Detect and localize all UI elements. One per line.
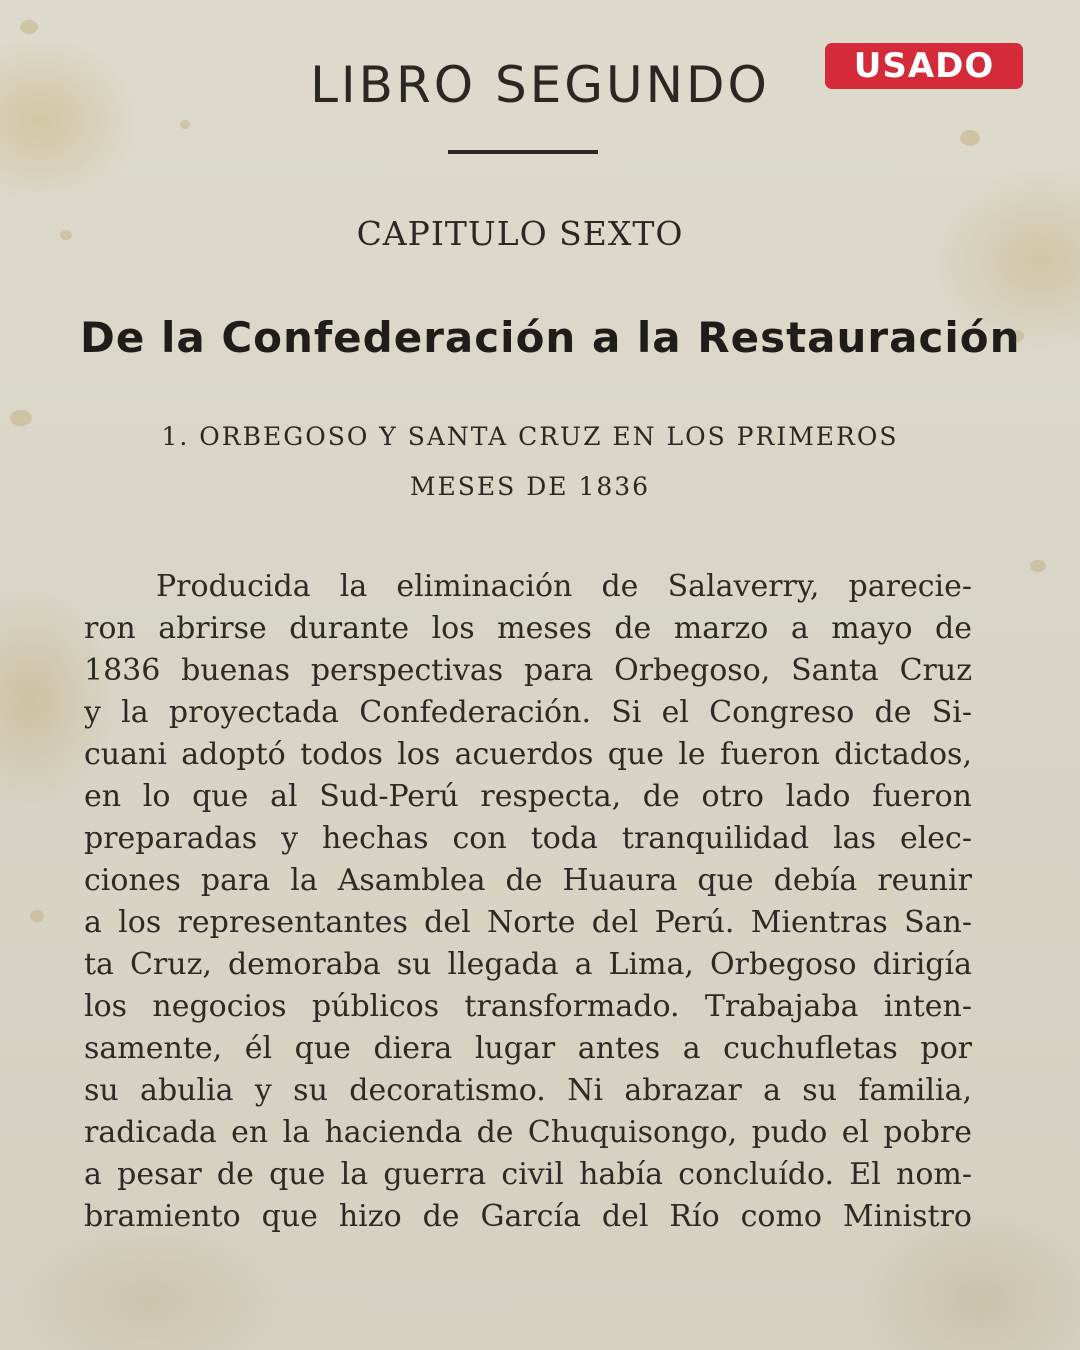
chapter-label: CAPITULO SEXTO: [356, 214, 684, 253]
paper-stain: [30, 910, 44, 922]
book-title: LIBRO SEGUNDO: [310, 56, 770, 114]
body-line: ta Cruz, demoraba su llegada a Lima, Orbegoso dirigía: [84, 947, 972, 982]
body-line: ron abrirse durante los meses de marzo a mayo de: [84, 611, 972, 646]
section-heading-line-1: 1. ORBEGOSO Y SANTA CRUZ EN LOS PRIMEROS: [161, 422, 899, 451]
paper-stain: [10, 410, 32, 426]
body-line: radicada en la hacienda de Chuquisongo, pudo el pobre: [84, 1115, 972, 1150]
body-line: los negocios públicos transformado. Trabajaba inten-: [84, 989, 972, 1024]
paper-stain: [20, 20, 38, 34]
body-line: ciones para la Asamblea de Huaura que debía reunir: [84, 863, 972, 898]
body-line: preparadas y hechas con toda tranquilidad las elec-: [84, 821, 972, 856]
used-badge: USADO: [825, 43, 1023, 89]
paper-stain: [1030, 560, 1046, 572]
paper-stain: [960, 130, 980, 146]
body-line: en lo que al Sud-Perú respecta, de otro lado fueron: [84, 779, 972, 814]
section-heading-line-2: MESES DE 1836: [409, 472, 651, 501]
title-divider: [448, 150, 598, 154]
body-line: cuani adoptó todos los acuerdos que le fueron dictados,: [84, 737, 972, 772]
body-line: su abulia y su decoratismo. Ni abrazar a su familia,: [84, 1073, 972, 1108]
body-line: Producida la eliminación de Salaverry, parecie-: [156, 569, 972, 604]
body-text: [84, 566, 972, 1238]
body-line: bramiento que hizo de García del Río como Ministro: [84, 1199, 972, 1234]
body-line: 1836 buenas perspectivas para Orbegoso, Santa Cruz: [84, 653, 972, 688]
body-line: samente, él que diera lugar antes a cuchufletas por: [84, 1031, 972, 1066]
chapter-title: De la Confederación a la Restauración: [80, 313, 1021, 362]
section-heading: [140, 412, 920, 512]
paper-stain: [180, 120, 190, 129]
body-line: y la proyectada Confederación. Si el Congreso de Si-: [84, 695, 972, 730]
body-line: a pesar de que la guerra civil había concluído. El nom-: [84, 1157, 972, 1192]
body-line: a los representantes del Norte del Perú. Mientras San-: [84, 905, 972, 940]
